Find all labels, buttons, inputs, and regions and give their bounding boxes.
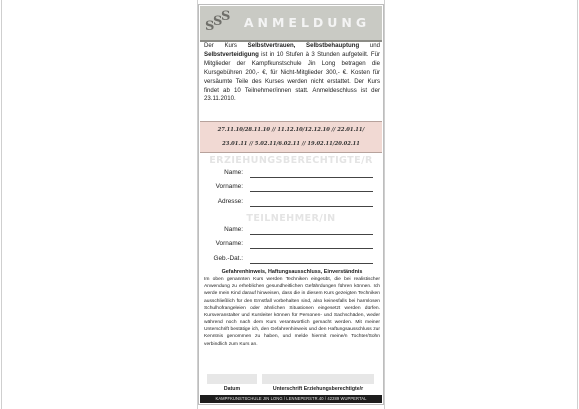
participant-name-field[interactable] (199, 226, 383, 236)
write-line[interactable] (250, 234, 373, 235)
guardian-signature-box[interactable] (262, 374, 374, 384)
page-title: ANMELDUNG (243, 15, 371, 30)
write-line[interactable] (250, 263, 373, 264)
field-label: Vorname: (215, 240, 243, 247)
course-dates (200, 121, 382, 153)
svg-text:S: S (205, 19, 215, 34)
write-line[interactable] (250, 206, 373, 207)
participant-heading: TEILNEHMER/IN (246, 213, 336, 224)
participant-vorname-field[interactable] (199, 240, 383, 250)
course-dates-line: 27.11.10/28.11.10 // 11.12.10/12.12.10 // 22.01.11/ (217, 127, 365, 133)
write-line[interactable] (250, 248, 373, 249)
flyer-header (200, 6, 382, 42)
registration-flyer (198, 4, 384, 405)
course-description: Der Kurs Selbstvertrauen, Selbstbehauptung und Selbstverteidigung ist in 10 Stufen à 3 Stunden aufgeteilt. Für Mitglieder der Kampfkunstschule Jin Long betragen die Kursgebühren 200,- €, für Nicht-Mitglieder 300,- €. Kosten für versäumte Teile des Kurses werden nicht erstattet. Der Kurs findet ab 10 Teilnehmer/innen statt. Anmeldeschluss ist der 23.11.2010. (204, 42, 380, 103)
guardian-heading: ERZIEHUNGSBERECHTIGTE/R (209, 155, 373, 166)
field-label: Name: (224, 226, 243, 233)
footer-address: KAMPFKUNSTSCHULE JIN LONG / LENNEPERSTR.40 / 42289 WUPPERTAL (200, 395, 382, 403)
guardian-signature-label: Unterschrift Erziehungsberechtigte/r (272, 386, 364, 392)
field-label: Geb.-Dat.: (213, 255, 243, 262)
guardian-name-field[interactable] (199, 169, 383, 179)
course-dates-line: 23.01.11 // 5.02.11/6.02.11 // 19.02.11/20.02.11 (222, 141, 360, 147)
field-label: Adresse: (217, 198, 243, 205)
participant-birthdate-field[interactable] (199, 255, 383, 265)
field-label: Name: (224, 169, 243, 176)
guardian-vorname-field[interactable] (199, 183, 383, 193)
date-signature-box[interactable] (207, 374, 257, 384)
write-line[interactable] (250, 177, 373, 178)
svg-text:S: S (221, 10, 231, 24)
write-line[interactable] (250, 191, 373, 192)
date-label: Datum (223, 386, 241, 392)
page-guide-right (577, 0, 578, 409)
liability-disclaimer (204, 269, 380, 348)
svg-text:S: S (213, 14, 223, 29)
page-guide-center-right (384, 0, 385, 409)
disclaimer-body: Im oben genannten Kurs werden Techniken eingeübt, die bei realistischer Anwendung zu erheblichen gesundheitlichen Gefährdungen führen können. Ich werde mein Kind darauf hinweisen, dass die in diesem Kurs gezeigten Techniken ausschließlich für den Ernstfall vorbehalten sind, also keinesfalls bei harmlosen Schulhofrangeleien oder ähnlichen Situationen eingesetzt werden dürfen. Kursveranstalter und Kursleiter können für Personen- und Sachschäden, weder während noch nach dem Kurs verantwortlich gemacht werden. Mit meiner Unterschrift bestätige ich, den Gefahrenhinweis und den Haftungsausschluss zur Kenntnis genommen zu haben, und melde hiermit meine/n Tochter/Sohn verbindlich zum Kurs an. (204, 277, 380, 347)
sss-logo-icon (204, 10, 232, 36)
field-label: Vorname: (215, 183, 243, 190)
guardian-adresse-field[interactable] (199, 198, 383, 208)
disclaimer-heading: Gefahrenhinweis, Haftungsausschluss, Einverständnis (221, 269, 363, 275)
page-guide-left (1, 0, 2, 409)
